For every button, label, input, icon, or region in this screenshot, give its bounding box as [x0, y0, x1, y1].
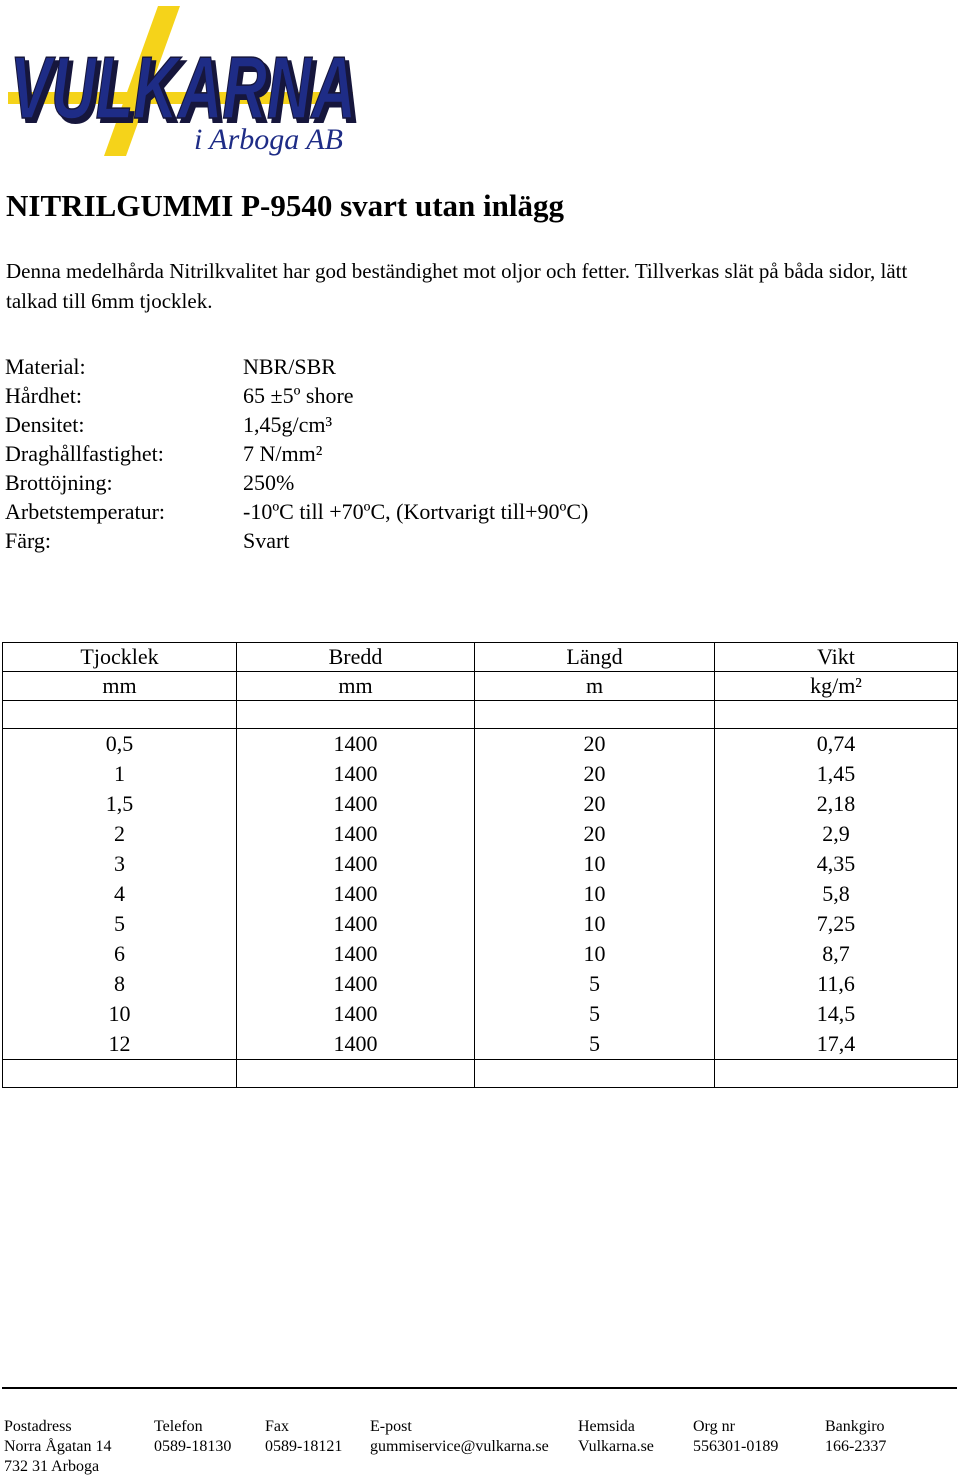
empty-cell	[3, 1060, 237, 1088]
table-row	[3, 999, 958, 1029]
column-header: Tjocklek	[3, 643, 237, 672]
table-cell: 10	[475, 909, 715, 939]
table-row	[3, 729, 958, 760]
spec-row	[5, 526, 588, 555]
footer-label: Org nr	[693, 1418, 735, 1435]
footer-divider	[2, 1387, 957, 1389]
footer-value: 0589-18121	[265, 1438, 343, 1455]
logo-wordmark: VULKARNA	[10, 38, 356, 137]
spec-row	[5, 468, 588, 497]
table-row	[3, 819, 958, 849]
empty-cell	[475, 701, 715, 729]
footer-label: E-post	[370, 1418, 412, 1435]
spec-value: 7 N/mm²	[243, 441, 323, 466]
empty-cell	[475, 1060, 715, 1088]
spec-value: 1,45g/cm³	[243, 412, 333, 437]
footer-column	[825, 1417, 886, 1457]
table-unit-row	[3, 672, 958, 701]
column-unit: mm	[237, 672, 475, 701]
specification-list	[5, 352, 588, 555]
table-cell: 1400	[237, 969, 475, 999]
table-cell: 20	[475, 759, 715, 789]
footer-column	[370, 1417, 549, 1457]
table-cell: 0,74	[715, 729, 958, 760]
table-cell: 10	[475, 879, 715, 909]
table-spacer-row	[3, 1060, 958, 1088]
dimension-table	[2, 642, 958, 1088]
table-cell: 8,7	[715, 939, 958, 969]
column-header: Längd	[475, 643, 715, 672]
table-cell: 1400	[237, 939, 475, 969]
table-cell: 12	[3, 1029, 237, 1060]
table-row	[3, 849, 958, 879]
table-cell: 1400	[237, 759, 475, 789]
footer-value: 0589-18130	[154, 1438, 232, 1455]
vulkarna-logo-graphic	[8, 6, 368, 156]
table-spacer-row	[3, 701, 958, 729]
table-cell: 1400	[237, 1029, 475, 1060]
table-cell: 14,5	[715, 999, 958, 1029]
table-cell: 4,35	[715, 849, 958, 879]
table-cell: 1	[3, 759, 237, 789]
table-cell: 5,8	[715, 879, 958, 909]
logo-wordmark-shadow: VULKARNA	[14, 42, 360, 141]
footer-value: 556301-0189	[693, 1438, 779, 1455]
table-cell: 20	[475, 819, 715, 849]
empty-cell	[715, 1060, 958, 1088]
table-cell: 5	[475, 1029, 715, 1060]
spec-row	[5, 497, 588, 526]
footer-label: Bankgiro	[825, 1418, 885, 1435]
spec-value: -10ºC till +70ºC, (Kortvarigt till+90ºC)	[243, 499, 589, 524]
table-row	[3, 909, 958, 939]
page-title: NITRILGUMMI P-9540 svart utan inlägg	[6, 188, 565, 223]
column-unit: m	[475, 672, 715, 701]
spec-label: Material:	[5, 354, 86, 379]
footer-column	[578, 1417, 654, 1457]
table-cell: 6	[3, 939, 237, 969]
table-cell: 5	[475, 999, 715, 1029]
table-cell: 4	[3, 879, 237, 909]
column-header: Vikt	[715, 643, 958, 672]
spec-label: Hårdhet:	[5, 383, 82, 408]
footer-value: 732 31 Arboga	[4, 1458, 100, 1475]
empty-cell	[237, 701, 475, 729]
spec-value: 65 ±5º shore	[243, 383, 354, 408]
spec-row	[5, 410, 588, 439]
table-cell: 17,4	[715, 1029, 958, 1060]
table-cell: 3	[3, 849, 237, 879]
table-row	[3, 759, 958, 789]
table-cell: 1,45	[715, 759, 958, 789]
footer-label: Hemsida	[578, 1418, 635, 1435]
footer-value: gummiservice@vulkarna.se	[370, 1438, 549, 1455]
footer-label: Telefon	[154, 1418, 203, 1435]
column-unit: mm	[3, 672, 237, 701]
table-cell: 1400	[237, 909, 475, 939]
table-cell: 2,9	[715, 819, 958, 849]
footer-value: Norra Ågatan 14	[4, 1438, 112, 1455]
spec-label: Densitet:	[5, 412, 85, 437]
spec-label: Draghållfastighet:	[5, 441, 164, 466]
spec-value: 250%	[243, 470, 295, 495]
product-description: Denna medelhårda Nitrilkvalitet har god beständighet mot oljor och fetter. Tillverkas slät på båda sidor, lätt talkad till 6mm tjocklek.	[6, 259, 908, 313]
table-row	[3, 969, 958, 999]
spec-label: Arbetstemperatur:	[5, 499, 166, 524]
table-cell: 1400	[237, 999, 475, 1029]
company-logo	[8, 6, 368, 156]
table-cell: 1,5	[3, 789, 237, 819]
table-cell: 10	[475, 939, 715, 969]
spec-value: NBR/SBR	[243, 354, 336, 379]
table-header-row	[3, 643, 958, 672]
footer-column	[154, 1417, 231, 1457]
empty-cell	[3, 701, 237, 729]
table-cell: 1400	[237, 819, 475, 849]
footer-value: Vulkarna.se	[578, 1438, 654, 1455]
empty-cell	[715, 701, 958, 729]
table-cell: 5	[3, 909, 237, 939]
table-cell: 1400	[237, 849, 475, 879]
table-cell: 1400	[237, 729, 475, 760]
table-cell: 5	[475, 969, 715, 999]
table-row	[3, 789, 958, 819]
table-cell: 2	[3, 819, 237, 849]
spec-row	[5, 352, 588, 381]
table-cell: 2,18	[715, 789, 958, 819]
column-header: Bredd	[237, 643, 475, 672]
table-cell: 7,25	[715, 909, 958, 939]
table-cell: 0,5	[3, 729, 237, 760]
footer-column	[265, 1417, 342, 1457]
column-unit: kg/m²	[715, 672, 958, 701]
table-cell: 11,6	[715, 969, 958, 999]
table-cell: 10	[475, 849, 715, 879]
footer-column	[4, 1417, 112, 1477]
footer-column	[693, 1417, 778, 1457]
footer-value: 166-2337	[825, 1438, 887, 1455]
table-cell: 10	[3, 999, 237, 1029]
footer-label: Postadress	[4, 1418, 72, 1435]
table-row	[3, 879, 958, 909]
table-cell: 8	[3, 969, 237, 999]
footer-label: Fax	[265, 1418, 289, 1435]
table-cell: 1400	[237, 879, 475, 909]
table-cell: 1400	[237, 789, 475, 819]
table-row	[3, 939, 958, 969]
table-cell: 20	[475, 789, 715, 819]
spec-row	[5, 439, 588, 468]
table-row	[3, 1029, 958, 1060]
spec-value: Svart	[243, 528, 290, 553]
spec-label: Brottöjning:	[5, 470, 113, 495]
table-cell: 20	[475, 729, 715, 760]
spec-label: Färg:	[5, 528, 52, 553]
logo-tagline: i Arboga AB	[194, 123, 343, 156]
empty-cell	[237, 1060, 475, 1088]
spec-row	[5, 381, 588, 410]
